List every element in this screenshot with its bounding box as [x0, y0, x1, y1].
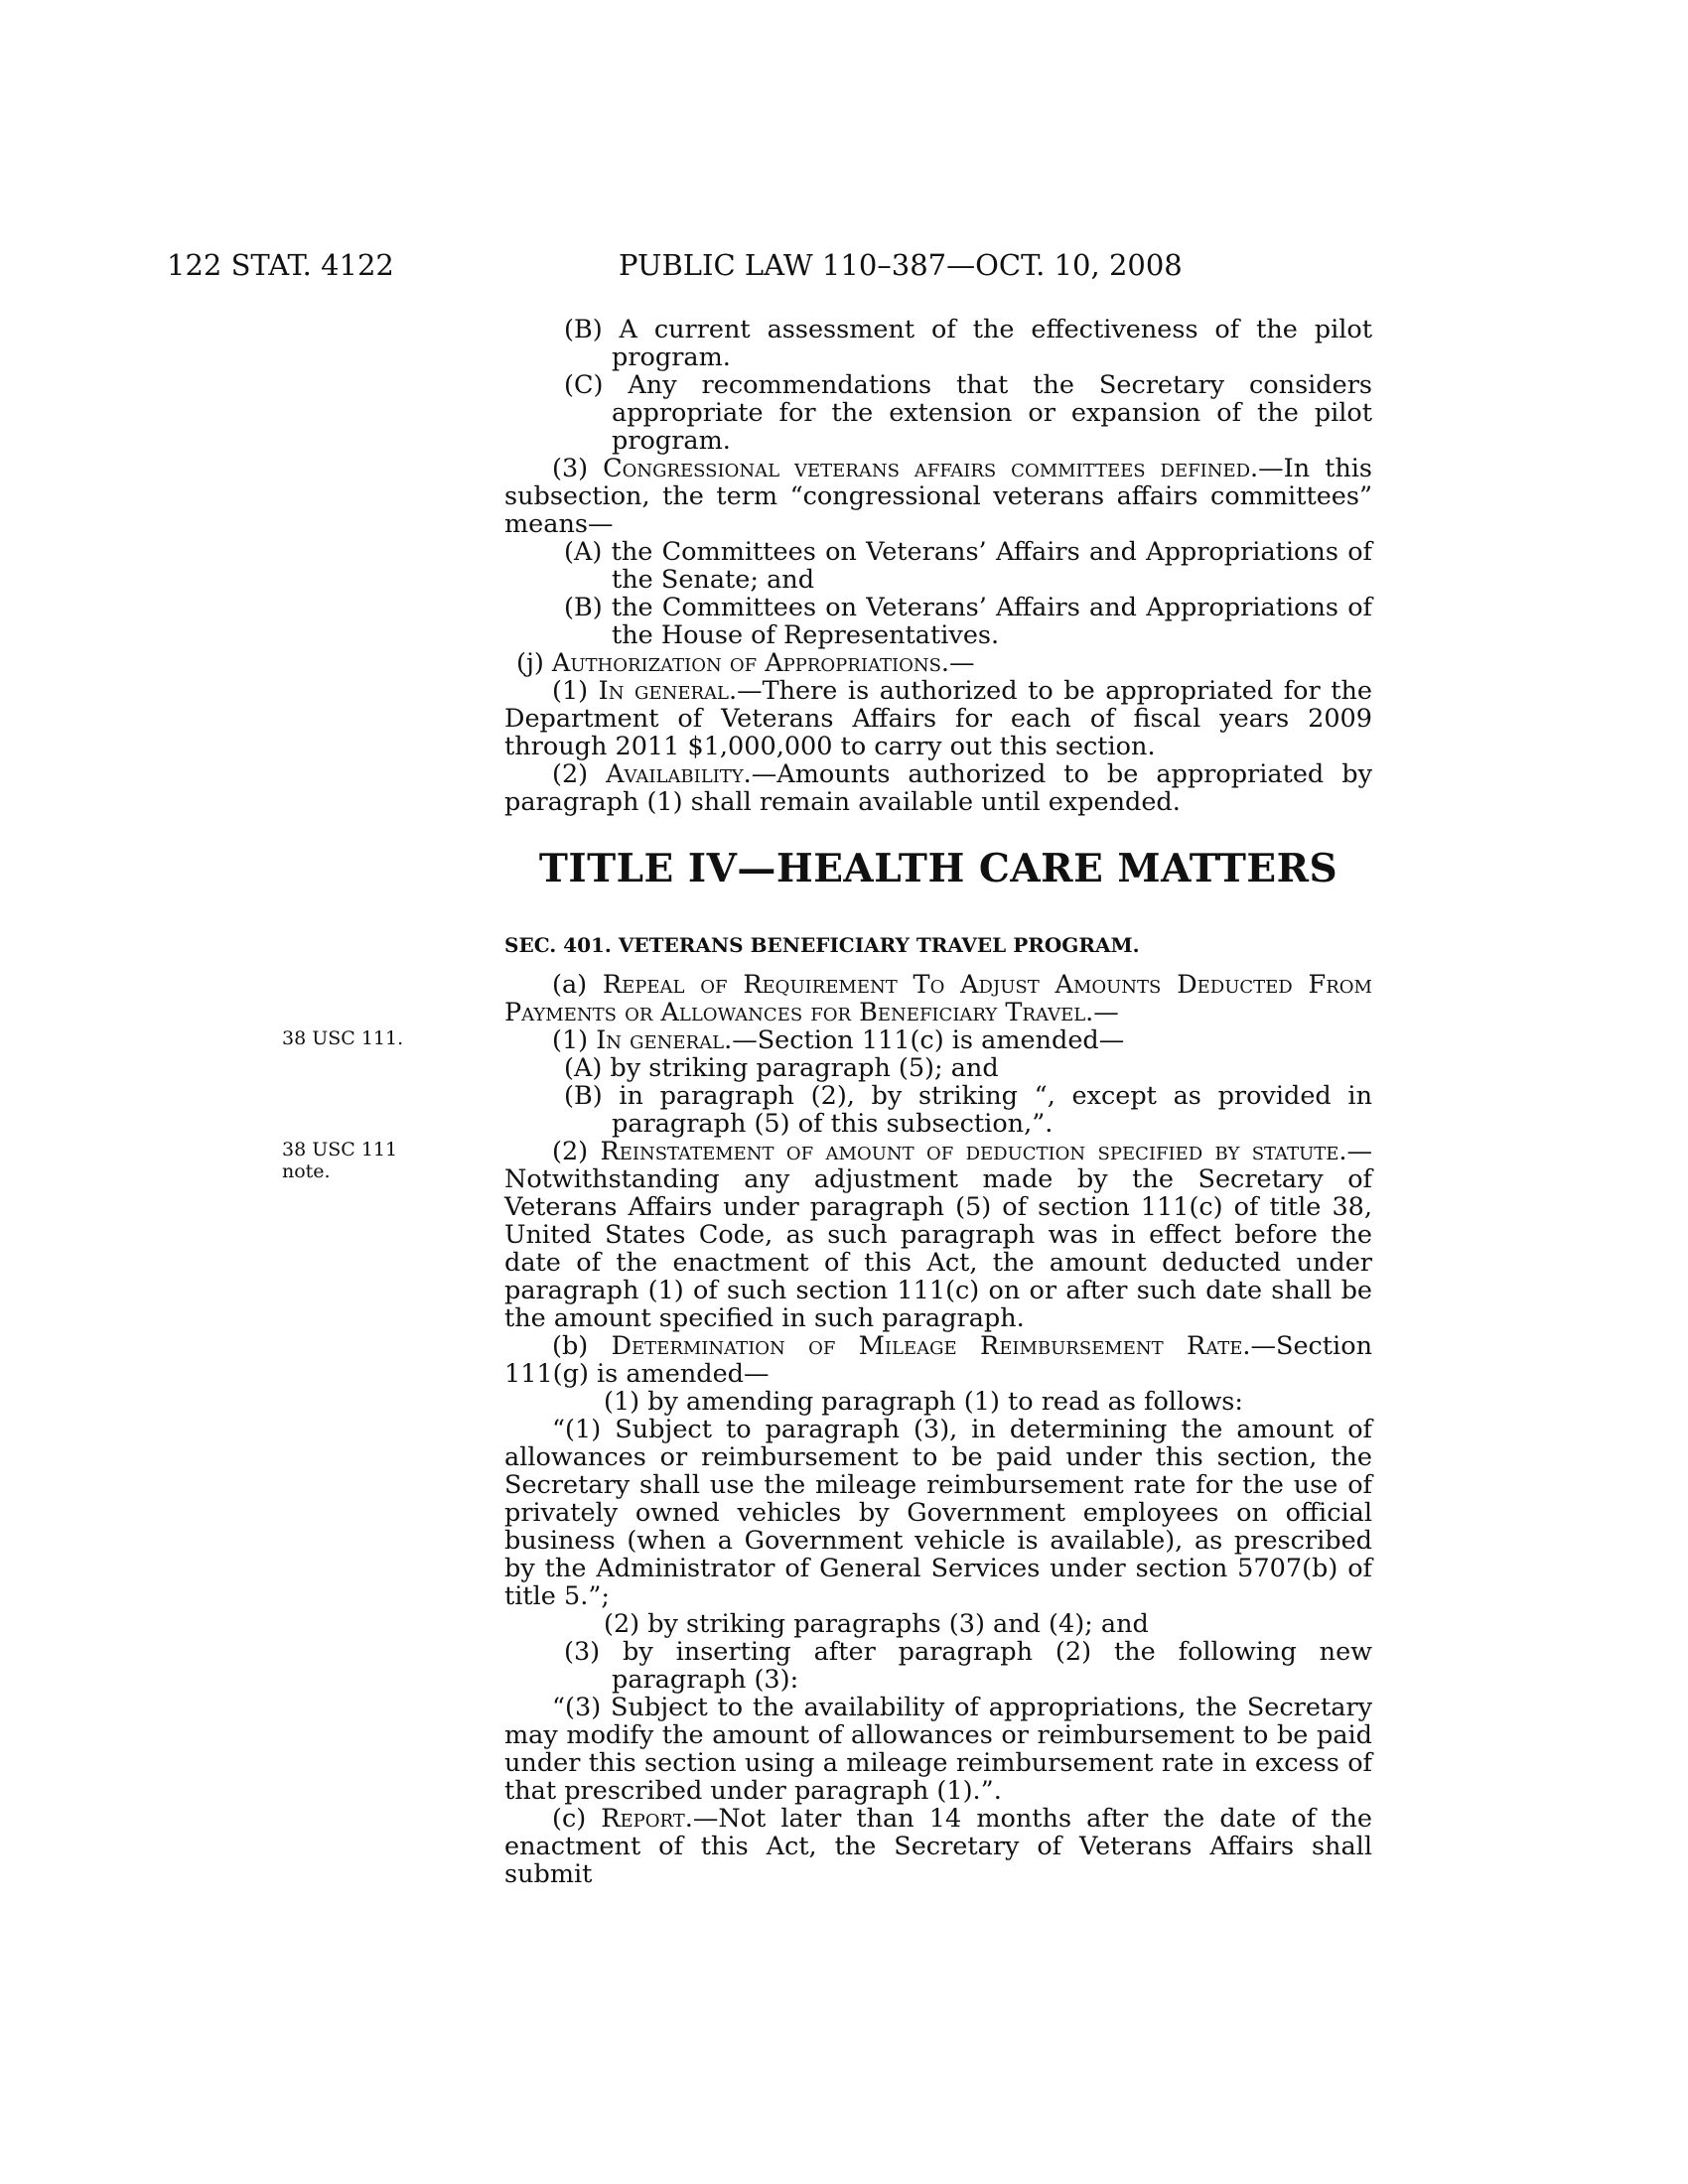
paragraph-a-1-B: (B) in paragraph (2), by striking “, except as provided in paragraph (5) of this subsection,”. — [564, 1081, 1372, 1139]
paragraph-i-3-A: (A) the Committees on Veterans’ Affairs and Appropriations of the Senate; and — [564, 537, 1372, 595]
paragraph-j-1: (1) In general.—There is authorized to be appropriated for the Department of Veterans Affairs for each of fiscal years 2009 through 2011 $1,000,000 to carry out this section. — [504, 676, 1372, 761]
margin-note-usc-111: 38 USC 111. — [282, 1027, 404, 1049]
continued-text-block — [504, 316, 1372, 816]
paragraph-i-2-B: (B) A current assessment of the effectiveness of the pilot program. — [564, 315, 1372, 372]
subsection-c: (c) Report.—Not later than 14 months after the date of the enactment of this Act, the Secretary of Veterans Affairs shall submit — [504, 1804, 1372, 1889]
section-401-text — [504, 971, 1372, 1888]
paragraph-b-2: (2) by striking paragraphs (3) and (4); and — [604, 1609, 1149, 1639]
margin-note-usc-111-note: 38 USC 111 note. — [282, 1139, 398, 1182]
subsection-a: (a) Repeal of Requirement To Adjust Amounts Deducted From Payments or Allowances for Beneficiary Travel.— — [504, 970, 1372, 1027]
paragraph-a-2: (2) Reinstatement of amount of deduction specified by statute.—Notwithstanding any adjustment made by the Secretary of Veterans Affairs under paragraph (5) of section 111(c) of title 38, United States Code, as such paragraph was in effect before the date of the enactment of this Act, the amount deducted under paragraph (1) of such section 111(c) on or after such date shall be the amount specified in such paragraph. — [504, 1137, 1372, 1333]
stat-page-number: 122 STAT. 4122 — [167, 248, 394, 282]
subsection-j: (j) Authorization of Appropriations.— — [516, 648, 975, 678]
page-header — [167, 248, 1370, 288]
subsection-b: (b) Determination of Mileage Reimbursement Rate.—Section 111(g) is amended— — [504, 1331, 1372, 1389]
paragraph-j-2: (2) Availability.—Amounts authorized to be appropriated by paragraph (1) shall remain available until expended. — [504, 759, 1372, 817]
title-heading: TITLE IV—HEALTH CARE MATTERS — [538, 846, 1338, 891]
paragraph-b-3: (3) by inserting after paragraph (2) the following new paragraph (3): — [564, 1637, 1372, 1695]
paragraph-a-1: (1) In general.—Section 111(c) is amended— — [552, 1025, 1125, 1055]
paragraph-i-3: (3) Congressional veterans affairs committees defined.—In this subsection, the term “congressional veterans affairs committees” means— — [504, 454, 1373, 539]
quoted-paragraph-3: “(3) Subject to the availability of appropriations, the Secretary may modify the amount of allowances or reimbursement to be paid under this section using a mileage reimbursement rate in excess of that prescribed under paragraph (1).”. — [504, 1693, 1372, 1806]
paragraph-i-3-B: (B) the Committees on Veterans’ Affairs and Appropriations of the House of Representatives. — [564, 593, 1372, 650]
public-law-citation: PUBLIC LAW 110–387—OCT. 10, 2008 — [619, 248, 1183, 282]
paragraph-a-1-A: (A) by striking paragraph (5); and — [564, 1053, 999, 1083]
quoted-paragraph-1: “(1) Subject to paragraph (3), in determining the amount of allowances or reimbursement to be paid under this section, the Secretary shall use the mileage reimbursement rate for the use of privately owned vehicles by Government employees on official business (when a Government vehicle is available), as prescribed by the Administrator of General Services under section 5707(b) of title 5.”; — [504, 1415, 1372, 1611]
section-heading: SEC. 401. VETERANS BENEFICIARY TRAVEL PROGRAM. — [504, 933, 1140, 957]
paragraph-b-1: (1) by amending paragraph (1) to read as follows: — [604, 1387, 1243, 1417]
paragraph-i-2-C: (C) Any recommendations that the Secretary considers appropriate for the extension or expansion of the pilot program. — [564, 370, 1372, 456]
